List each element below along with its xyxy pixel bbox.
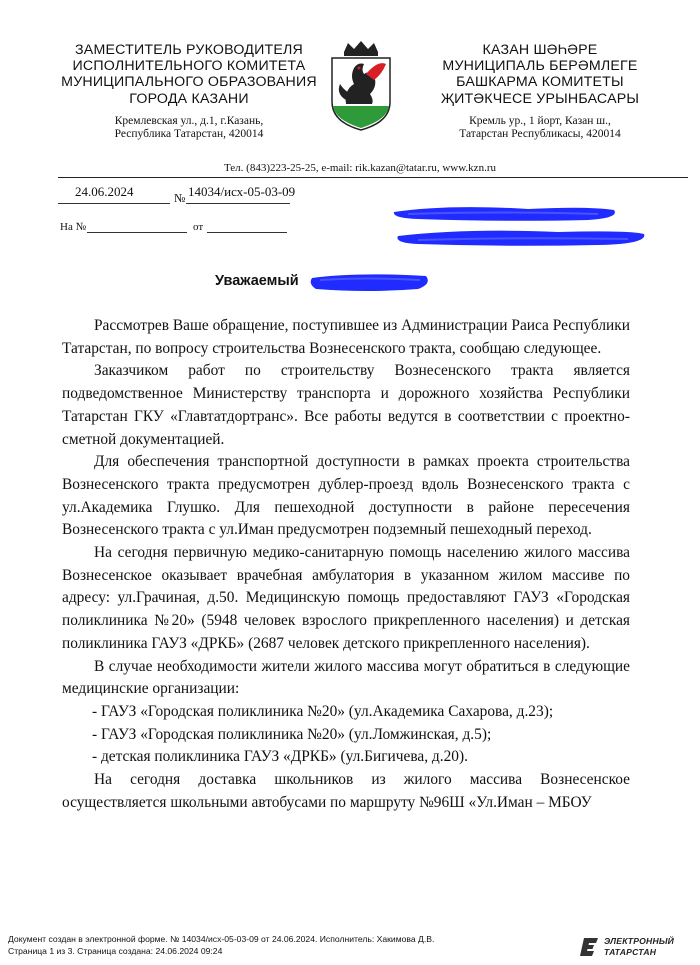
document-footer [8, 934, 434, 957]
outgoing-number: 14034/исх-05-03-09 [188, 184, 296, 199]
e-tatarstan-icon [580, 936, 600, 958]
electronic-tatarstan-logo: ЭЛЕКТРОННЫЙ ТАТАРСТАН [580, 934, 692, 960]
paragraph: На сегодня доставка школьников из жилого массива Вознесенское осуществляется школьными автобусами по маршруту №96Ш «Ул.Иман – МБОУ [62, 771, 630, 811]
recipient-redaction [388, 196, 650, 252]
paragraph: На сегодня первичную медико-санитарную помощь населению жилого массива Вознесенское оказывает врачебная амбулатория в указанном жилом массиве по адресу: ул.Грачиная, д.50. Медицинскую помощь предоставляют ГАУЗ «Городская поликлиника №20» (5948 человек взрослого прикрепленного населения) и детская поликлиника ГАУЗ «ДРКБ» (2687 человек детского прикрепленного населения). [62, 544, 630, 652]
footer-line-2: Страница 1 из 3. Страница создана: 24.06.2024 09:24 [8, 945, 223, 956]
sender-title-ru: ЗАМЕСТИТЕЛЬ РУКОВОДИТЕЛЯ ИСПОЛНИТЕЛЬНОГО КОМИТЕТА МУНИЦИПАЛЬНОГО ОБРАЗОВАНИЯ ГОРОДА КАЗАНИ [61, 42, 317, 107]
date-underline [58, 203, 170, 204]
header-divider [58, 177, 688, 178]
incoming-number-label: На № [60, 221, 87, 233]
incoming-number-line [87, 232, 187, 233]
sender-address-ru: Кремлевская ул., д.1, г.Казань, Республика Татарстан, 420014 [114, 114, 264, 141]
sender-address-tt: Кремль ур., 1 йорт, Казан ш., Татарстан Республикасы, 420014 [459, 114, 621, 141]
paragraph: В случае необходимости жители жилого массива могут обратиться в следующие медицинские организации: [62, 657, 630, 698]
paragraph: Рассмотрев Ваше обращение, поступившее из Администрации Раиса Республики Татарстан, по вопросу строительства Вознесенского тракта, сообщаю следующее. [62, 317, 630, 357]
list-item: - ГАУЗ «Городская поликлиника №20» (ул.Академика Сахарова, д.23); [92, 702, 554, 720]
number-underline [186, 203, 290, 204]
number-sign: № [174, 191, 186, 205]
sender-title-tt: КАЗАН ШӘҺӘРЕ МУНИЦИПАЛЬ БЕРӘМЛЕГЕ БАШКАРМА КОМИТЕТЫ ҖИТӘКЧЕСЕ УРЫНБАСАРЫ [440, 42, 640, 107]
footer-line-1: Документ создан в электронной форме. № 14034/исх-05-03-09 от 24.06.2024. Исполнитель: Хакимова Д.В. [8, 934, 435, 944]
contact-line: Тел. (843)223-25-25, e-mail: rik.kazan@tatar.ru, www.kzn.ru [224, 162, 496, 174]
name-redaction [308, 270, 432, 294]
salutation: Уважаемый [215, 273, 299, 289]
sender-block-ru [58, 42, 320, 142]
list-item: - ГАУЗ «Городская поликлиника №20» (ул.Ломжинская, д.5); [92, 725, 492, 743]
paragraph: Для обеспечения транспортной доступности в рамках проекта строительства Вознесенского тракта предусмотрен дублер-проезд вдоль Вознесенского тракта с ул.Академика Глушко. Для пешеходной доступности в районе пересечения Вознесенского тракта с ул.Иман предусмотрен подземный пешеходный переход. [62, 453, 630, 539]
incoming-date-label: от [193, 221, 204, 233]
letter-body [62, 315, 630, 814]
sender-block-tt [420, 42, 660, 142]
kazan-coat-of-arms-icon [326, 40, 396, 132]
list-item: - детская поликлиника ГАУЗ «ДРКБ» (ул.Бигичева, д.20). [92, 748, 468, 766]
paragraph: Заказчиком работ по строительству Вознесенского тракта является подведомственное Министерству транспорта и дорожного хозяйства Республики Татарстан ГКУ «Главтатдортранс». Все работы ведутся в соответствии с проектно-сметной документацией. [62, 362, 630, 448]
incoming-date-line [207, 232, 287, 233]
outgoing-date: 24.06.2024 [75, 184, 134, 199]
